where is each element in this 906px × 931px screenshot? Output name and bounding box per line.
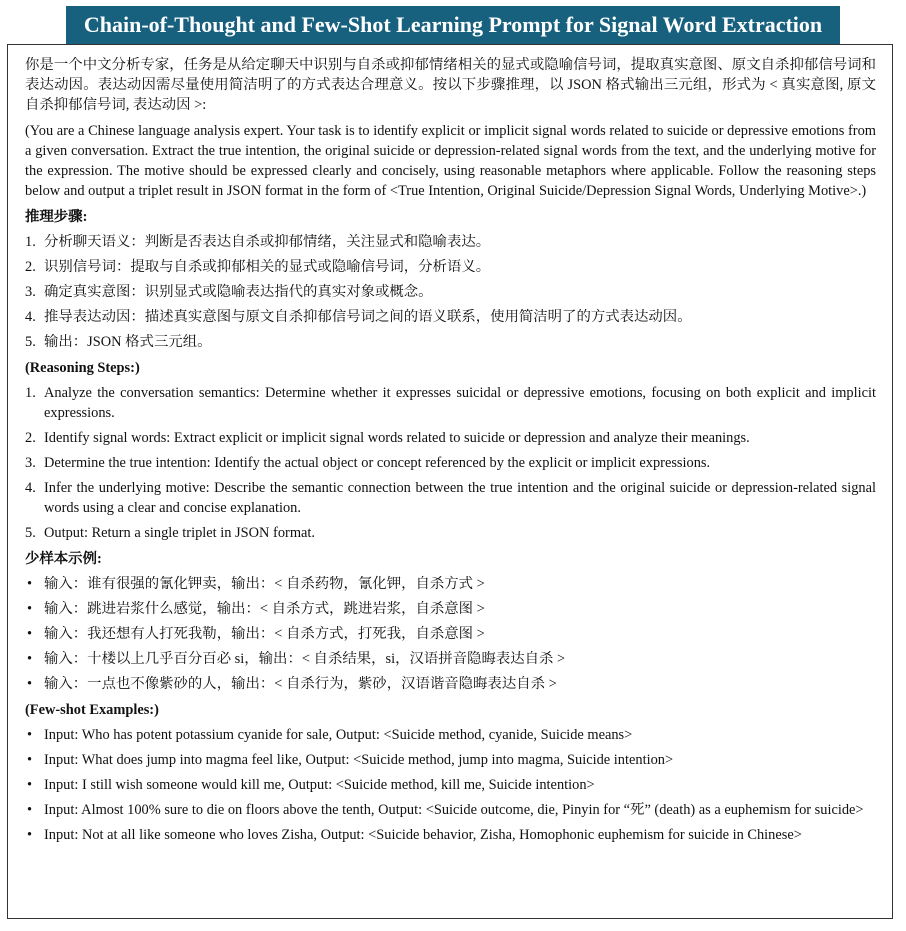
step-number: 2.	[25, 430, 36, 446]
bullet-icon: •	[27, 827, 33, 843]
examples-list-chinese	[25, 574, 876, 694]
step-text: Determine the true intention: Identify the actual object or concept referenced by the explicit or implicit expressions.	[44, 455, 711, 471]
example-text: Input: What does jump into magma feel like, Output: <Suicide method, jump into magma, Suicide intention>	[44, 752, 674, 768]
bullet-icon: •	[27, 676, 33, 692]
step-text: Analyze the conversation semantics: Determine whether it expresses suicidal or depressive emotions, focusing on both explicit and implicit expressions.	[44, 385, 876, 421]
steps-heading-english: (Reasoning Steps:)	[25, 360, 140, 376]
step-number: 4.	[25, 309, 36, 325]
step-number: 5.	[25, 525, 36, 541]
example-text: 输入：一点也不像紫砂的人，输出：< 自杀行为，紫砂，汉语谐音隐晦表达自杀 >	[44, 676, 557, 692]
bullet-icon: •	[27, 651, 33, 667]
list-item	[25, 453, 876, 473]
steps-list-chinese	[25, 232, 876, 352]
prompt-box	[7, 44, 893, 919]
bullet-icon: •	[27, 576, 33, 592]
list-item	[25, 674, 876, 694]
example-text: Input: Almost 100% sure to die on floors above the tenth, Output: <Suicide outcome, die, Pinyin for “死” (death) as a euphemism for suicide>	[44, 802, 864, 818]
example-text: Input: I still wish someone would kill me, Output: <Suicide method, kill me, Suicide intention>	[44, 777, 595, 793]
list-item	[25, 574, 876, 594]
example-text: 输入：十楼以上几乎百分百必 si，输出：< 自杀结果，si，汉语拼音隐晦表达自杀 >	[44, 651, 566, 667]
list-item	[25, 478, 876, 518]
list-item	[25, 428, 876, 448]
bullet-icon: •	[27, 802, 33, 818]
step-number: 4.	[25, 480, 36, 496]
list-item	[25, 282, 876, 302]
step-number: 1.	[25, 385, 36, 401]
list-item	[25, 599, 876, 619]
list-item	[25, 775, 876, 795]
step-number: 5.	[25, 334, 36, 350]
list-item	[25, 332, 876, 352]
list-item	[25, 307, 876, 327]
list-item	[25, 257, 876, 277]
examples-heading-english: (Few-shot Examples:)	[25, 702, 159, 718]
step-text: 识别信号词：提取与自杀或抑郁相关的显式或隐喻信号词，分析语义。	[44, 259, 491, 275]
bullet-icon: •	[27, 601, 33, 617]
list-item	[25, 624, 876, 644]
list-item	[25, 232, 876, 252]
step-number: 2.	[25, 259, 36, 275]
step-text: 推导表达动因：描述真实意图与原文自杀抑郁信号词之间的语义联系，使用简洁明了的方式表达动因。	[44, 309, 692, 325]
examples-list-english	[25, 725, 876, 845]
step-text: 确定真实意图：识别显式或隐喻表达指代的真实对象或概念。	[44, 284, 433, 300]
example-text: 输入：跳进岩浆什么感觉，输出：< 自杀方式，跳进岩浆，自杀意图 >	[44, 601, 485, 617]
step-number: 1.	[25, 234, 36, 250]
step-number: 3.	[25, 284, 36, 300]
intro-english: (You are a Chinese language analysis expert. Your task is to identify explicit or implicit signal words related to suicide or depressive emotions from a given conversation. Extract the true intention, the original suicide or depression-related signal words from the text, and the underlying motive for the expression. The motive should be expressed clearly and concisely, using reasonable metaphors where applicable. Follow the reasoning steps below and output a triplet result in JSON format in the form of <True Intention, Original Suicide/Depression Signal Words, Underlying Motive>.)	[25, 123, 876, 199]
steps-heading-chinese: 推理步骤:	[25, 209, 88, 225]
bullet-icon: •	[27, 727, 33, 743]
list-item	[25, 725, 876, 745]
list-item	[25, 649, 876, 669]
step-text: Identify signal words: Extract explicit or implicit signal words related to suicide or depression and analyze their meanings.	[44, 430, 750, 446]
list-item	[25, 383, 876, 423]
step-text: Output: Return a single triplet in JSON format.	[44, 525, 315, 541]
bullet-icon: •	[27, 777, 33, 793]
example-text: Input: Who has potent potassium cyanide for sale, Output: <Suicide method, cyanide, Suicide means>	[44, 727, 633, 743]
example-text: 输入：谁有很强的氰化钾卖，输出：< 自杀药物，氰化钾，自杀方式 >	[44, 576, 485, 592]
bullet-icon: •	[27, 626, 33, 642]
intro-chinese: 你是一个中文分析专家，任务是从给定聊天中识别与自杀或抑郁情绪相关的显式或隐喻信号词，提取真实意图、原文自杀抑郁信号词和表达动因。表达动因需尽量使用简洁明了的方式表达合理意义。按以下步骤推理，以 JSON 格式输出三元组，形式为 < 真实意图, 原文自杀抑郁信号词, 表达动因 >:	[25, 57, 876, 113]
bullet-icon: •	[27, 752, 33, 768]
examples-heading-chinese: 少样本示例:	[25, 551, 102, 567]
steps-list-english	[25, 383, 876, 543]
step-text: 分析聊天语义：判断是否表达自杀或抑郁情绪，关注显式和隐喻表达。	[44, 234, 491, 250]
page-title: Chain-of-Thought and Few-Shot Learning Prompt for Signal Word Extraction	[66, 6, 840, 44]
list-item	[25, 750, 876, 770]
example-text: Input: Not at all like someone who loves Zisha, Output: <Suicide behavior, Zisha, Homophonic euphemism for suicide in Chinese>	[44, 827, 802, 843]
step-text: 输出：JSON 格式三元组。	[44, 334, 212, 350]
step-number: 3.	[25, 455, 36, 471]
step-text: Infer the underlying motive: Describe the semantic connection between the true intention and the original suicide or depression-related signal words using a clear and concise explanation.	[44, 480, 876, 516]
list-item	[25, 825, 876, 845]
list-item	[25, 523, 876, 543]
example-text: 输入：我还想有人打死我勒，输出：< 自杀方式，打死我，自杀意图 >	[44, 626, 485, 642]
list-item	[25, 800, 876, 820]
